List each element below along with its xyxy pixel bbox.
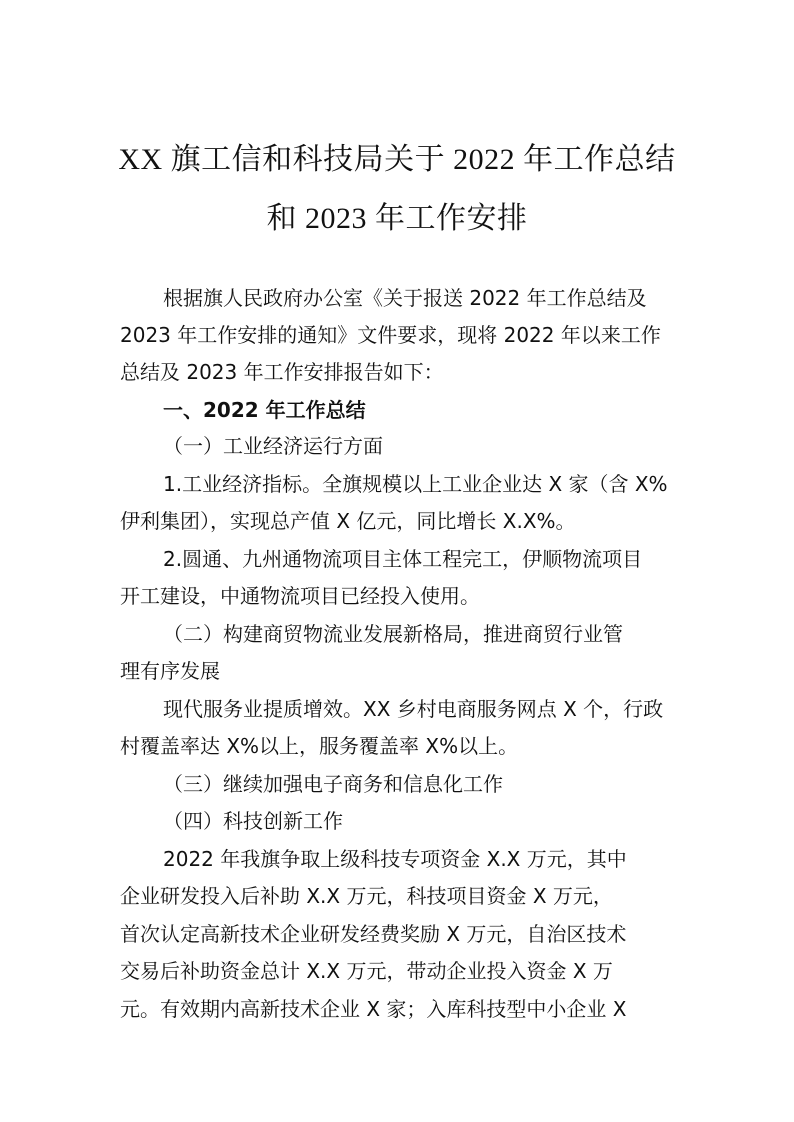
subsection-2-body-line-2: 村覆盖率达 X%以上，服务覆盖率 X%以上。 xyxy=(120,734,519,758)
section-1-heading: 一、2022 年工作总结 xyxy=(163,398,366,422)
subsection-1-heading: （一）工业经济运行方面 xyxy=(163,434,383,458)
item-2-line-1: 2.圆通、九州通物流项目主体工程完工，伊顺物流项目 xyxy=(163,547,643,571)
subsection-2-heading-line-2: 理有序发展 xyxy=(120,659,220,683)
intro-line-1: 根据旗人民政府办公室《关于报送 2022 年工作总结及 xyxy=(163,286,647,310)
subsection-2-heading-line-1: （二）构建商贸物流业发展新格局，推进商贸行业管 xyxy=(163,622,623,646)
intro-line-2: 2023 年工作安排的通知》文件要求，现将 2022 年以来工作 xyxy=(120,323,661,347)
subsection-4-body-line-2: 企业研发投入后补助 X.X 万元，科技项目资金 X 万元， xyxy=(120,884,613,908)
intro-line-3: 总结及 2023 年工作安排报告如下： xyxy=(120,360,444,384)
subsection-3-heading: （三）继续加强电子商务和信息化工作 xyxy=(163,772,503,796)
item-2-line-2: 开工建设，中通物流项目已经投入使用。 xyxy=(120,584,480,608)
document-title-line-1: XX 旗工信和科技局关于 2022 年工作总结 xyxy=(118,143,676,176)
subsection-2-body-line-1: 现代服务业提质增效。XX 乡村电商服务网点 X 个，行政 xyxy=(163,697,664,721)
subsection-4-body-line-3: 首次认定高新技术企业研发经费奖励 X 万元，自治区技术 xyxy=(120,922,627,946)
subsection-4-body-line-1: 2022 年我旗争取上级科技专项资金 X.X 万元，其中 xyxy=(163,847,627,871)
subsection-4-body-line-4: 交易后补助资金总计 X.X 万元，带动企业投入资金 X 万 xyxy=(120,959,613,983)
subsection-4-body-line-5: 元。有效期内高新技术企业 X 家；入库科技型中小企业 X xyxy=(120,997,627,1021)
document-title-line-2: 和 2023 年工作安排 xyxy=(266,202,528,235)
subsection-4-heading: （四）科技创新工作 xyxy=(163,809,343,833)
item-1-line-1: 1.工业经济指标。全旗规模以上工业企业达 X 家（含 X% xyxy=(163,472,668,496)
item-1-line-2: 伊利集团），实现总产值 X 亿元，同比增长 X.X%。 xyxy=(120,509,576,533)
